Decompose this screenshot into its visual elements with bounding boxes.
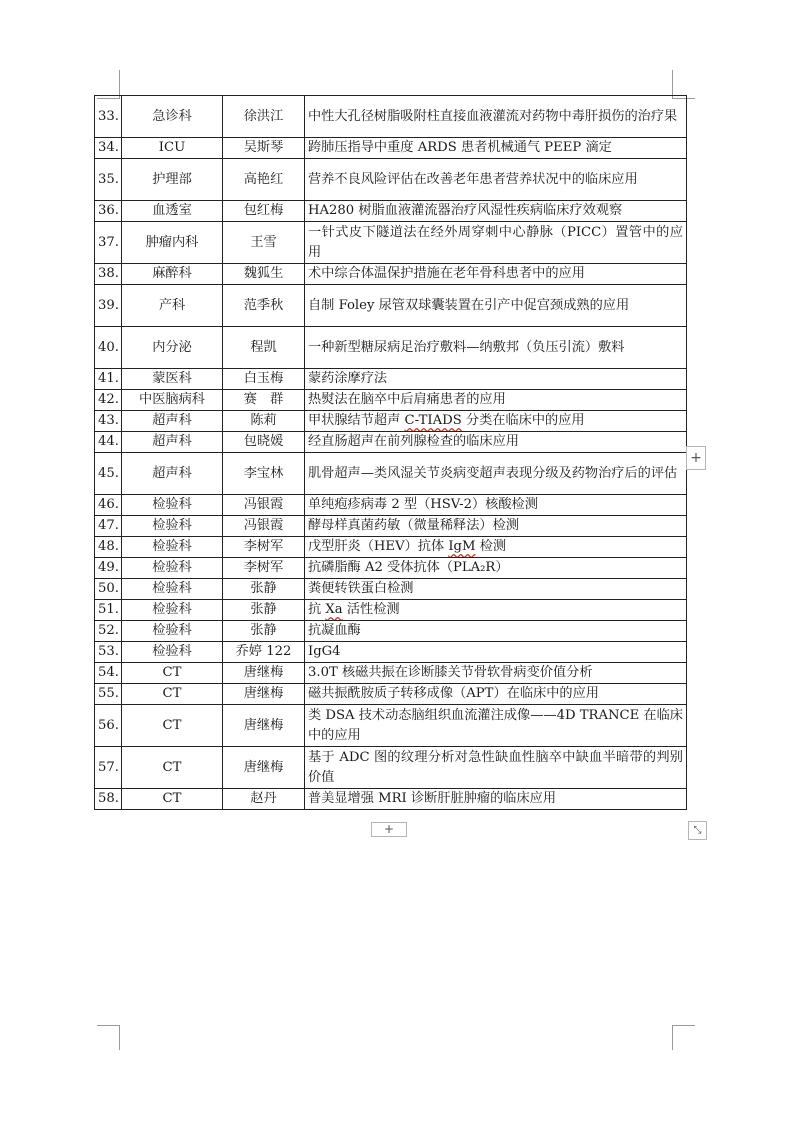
department-cell: 护理部 (122, 159, 223, 201)
department-cell: ICU (122, 138, 223, 159)
table-row (95, 516, 687, 537)
project-title-cell: 基于 ADC 图的纹理分析对急性缺血性脑卒中缺血半暗带的判别价值 (305, 747, 687, 789)
spellcheck-flagged-text: C-TIADS (404, 413, 462, 428)
table-row (95, 201, 687, 222)
row-number: 54. (95, 663, 122, 684)
project-title-cell (305, 411, 687, 432)
row-number: 53. (95, 642, 122, 663)
table-row (95, 747, 687, 789)
person-cell: 包红梅 (223, 201, 305, 222)
person-cell: 李树军 (223, 537, 305, 558)
table-row (95, 390, 687, 411)
project-title-cell: 抗磷脂酶 A2 受体抗体（PLA₂R） (305, 558, 687, 579)
row-number: 49. (95, 558, 122, 579)
department-cell: 麻醉科 (122, 264, 223, 285)
table-row (95, 705, 687, 747)
department-cell: 中医脑病科 (122, 390, 223, 411)
table-row (95, 96, 687, 138)
department-cell: CT (122, 663, 223, 684)
department-cell: 检验科 (122, 621, 223, 642)
row-number: 57. (95, 747, 122, 789)
table-row (95, 453, 687, 495)
project-title-cell: 蒙药涂摩疗法 (305, 369, 687, 390)
project-title-cell: HA280 树脂血液灌流器治疗风湿性疾病临床疗效观察 (305, 201, 687, 222)
project-title-cell: 单纯疱疹病毒 2 型（HSV-2）核酸检测 (305, 495, 687, 516)
row-number: 35. (95, 159, 122, 201)
person-cell: 乔婷 122 (223, 642, 305, 663)
project-title-cell: 中性大孔径树脂吸附柱直接血液灌流对药物中毒肝损伤的治疗果 (305, 96, 687, 138)
department-cell: 产科 (122, 285, 223, 327)
project-title-cell (305, 537, 687, 558)
department-cell: 肿瘤内科 (122, 222, 223, 264)
project-title-cell: 酵母样真菌药敏（微量稀释法）检测 (305, 516, 687, 537)
title-text: 抗 (308, 602, 326, 617)
row-number: 38. (95, 264, 122, 285)
table-row (95, 327, 687, 369)
table-row (95, 285, 687, 327)
row-number: 47. (95, 516, 122, 537)
person-cell: 李树军 (223, 558, 305, 579)
row-number: 40. (95, 327, 122, 369)
department-cell: 检验科 (122, 600, 223, 621)
department-cell: CT (122, 789, 223, 810)
person-cell: 冯银霞 (223, 516, 305, 537)
row-number: 46. (95, 495, 122, 516)
department-cell: 检验科 (122, 495, 223, 516)
department-cell: 超声科 (122, 453, 223, 495)
spellcheck-flagged-text: IgM (448, 539, 476, 554)
person-cell: 张静 (223, 579, 305, 600)
person-cell: 白玉梅 (223, 369, 305, 390)
person-cell: 程凯 (223, 327, 305, 369)
table-row (95, 621, 687, 642)
title-text: 戊型肝炎（HEV）抗体 (308, 539, 449, 554)
table-row (95, 789, 687, 810)
row-number: 44. (95, 432, 122, 453)
row-number: 43. (95, 411, 122, 432)
person-cell: 唐继梅 (223, 747, 305, 789)
row-number: 51. (95, 600, 122, 621)
department-cell: CT (122, 684, 223, 705)
person-cell: 唐继梅 (223, 705, 305, 747)
person-cell: 吴斯琴 (223, 138, 305, 159)
project-title-cell: 抗凝血酶 (305, 621, 687, 642)
title-text: 甲状腺结节超声 (308, 413, 405, 428)
person-cell: 高艳红 (223, 159, 305, 201)
table-row (95, 159, 687, 201)
row-number: 52. (95, 621, 122, 642)
row-number: 58. (95, 789, 122, 810)
project-title-cell: 粪便转铁蛋白检测 (305, 579, 687, 600)
department-cell: 蒙医科 (122, 369, 223, 390)
person-cell: 赵丹 (223, 789, 305, 810)
row-number: 45. (95, 453, 122, 495)
department-cell: CT (122, 705, 223, 747)
project-title-cell: 一种新型糖尿病足治疗敷料—纳敷邦（负压引流）敷料 (305, 327, 687, 369)
title-text: 分类在临床中的应用 (461, 413, 585, 428)
table-row (95, 579, 687, 600)
page-corner-mark-bottom-right (672, 1025, 695, 1050)
person-cell: 赛 群 (223, 390, 305, 411)
project-title-cell: IgG4 (305, 642, 687, 663)
table-row (95, 222, 687, 264)
department-cell: 超声科 (122, 432, 223, 453)
table-row (95, 264, 687, 285)
department-cell: 检验科 (122, 516, 223, 537)
person-cell: 唐继梅 (223, 663, 305, 684)
project-title-cell: 自制 Foley 尿管双球囊装置在引产中促宫颈成熟的应用 (305, 285, 687, 327)
table-row (95, 138, 687, 159)
row-number: 42. (95, 390, 122, 411)
project-title-cell: 经直肠超声在前列腺检查的临床应用 (305, 432, 687, 453)
table-row (95, 411, 687, 432)
table-row (95, 432, 687, 453)
project-title-cell: 一针式皮下隧道法在经外周穿刺中心静脉（PICC）置管中的应用 (305, 222, 687, 264)
department-cell: 急诊科 (122, 96, 223, 138)
project-title-cell: 类 DSA 技术动态脑组织血流灌注成像——4D TRANCE 在临床中的应用 (305, 705, 687, 747)
project-title-cell: 术中综合体温保护措施在老年骨科患者中的应用 (305, 264, 687, 285)
department-cell: 内分泌 (122, 327, 223, 369)
row-number: 55. (95, 684, 122, 705)
project-title-cell: 肌骨超声—类风湿关节炎病变超声表现分级及药物治疗后的评估 (305, 453, 687, 495)
row-number: 50. (95, 579, 122, 600)
add-row-button[interactable]: + (371, 822, 407, 837)
project-title-cell: 跨肺压指导中重度 ARDS 患者机械通气 PEEP 滴定 (305, 138, 687, 159)
project-title-cell: 3.0T 核磁共振在诊断膝关节骨软骨病变价值分析 (305, 663, 687, 684)
person-cell: 陈莉 (223, 411, 305, 432)
row-number: 36. (95, 201, 122, 222)
person-cell: 包晓媛 (223, 432, 305, 453)
department-cell: 检验科 (122, 537, 223, 558)
row-number: 33. (95, 96, 122, 138)
row-number: 37. (95, 222, 122, 264)
row-number: 41. (95, 369, 122, 390)
row-number: 56. (95, 705, 122, 747)
person-cell: 张静 (223, 621, 305, 642)
person-cell: 唐继梅 (223, 684, 305, 705)
person-cell: 冯银霞 (223, 495, 305, 516)
table-row (95, 663, 687, 684)
table-row (95, 537, 687, 558)
table-row (95, 684, 687, 705)
project-title-cell: 热熨法在脑卒中后肩痛患者的应用 (305, 390, 687, 411)
person-cell: 范季秋 (223, 285, 305, 327)
project-title-cell (305, 600, 687, 621)
project-title-cell: 磁共振酰胺质子转移成像（APT）在临床中的应用 (305, 684, 687, 705)
project-table (94, 95, 687, 810)
person-cell: 张静 (223, 600, 305, 621)
department-cell: 血透室 (122, 201, 223, 222)
project-title-cell: 营养不良风险评估在改善老年患者营养状况中的临床应用 (305, 159, 687, 201)
title-text: 活性检测 (342, 602, 400, 617)
page-corner-mark-bottom-left (97, 1025, 120, 1050)
person-cell: 王雪 (223, 222, 305, 264)
person-cell: 李宝林 (223, 453, 305, 495)
title-text: 检测 (475, 539, 507, 554)
table-resize-handle[interactable]: ⤡ (688, 821, 707, 840)
add-column-button[interactable]: + (686, 446, 706, 470)
person-cell: 魏狐生 (223, 264, 305, 285)
department-cell: 检验科 (122, 579, 223, 600)
project-title-cell: 普美显增强 MRI 诊断肝脏肿瘤的临床应用 (305, 789, 687, 810)
department-cell: CT (122, 747, 223, 789)
row-number: 39. (95, 285, 122, 327)
row-number: 34. (95, 138, 122, 159)
table-row (95, 642, 687, 663)
person-cell: 徐洪江 (223, 96, 305, 138)
row-number: 48. (95, 537, 122, 558)
department-cell: 检验科 (122, 642, 223, 663)
department-cell: 超声科 (122, 411, 223, 432)
project-table-body (95, 96, 687, 810)
table-row (95, 495, 687, 516)
table-row (95, 558, 687, 579)
table-row (95, 369, 687, 390)
table-row (95, 600, 687, 621)
spellcheck-flagged-text: Xa (325, 602, 343, 617)
department-cell: 检验科 (122, 558, 223, 579)
